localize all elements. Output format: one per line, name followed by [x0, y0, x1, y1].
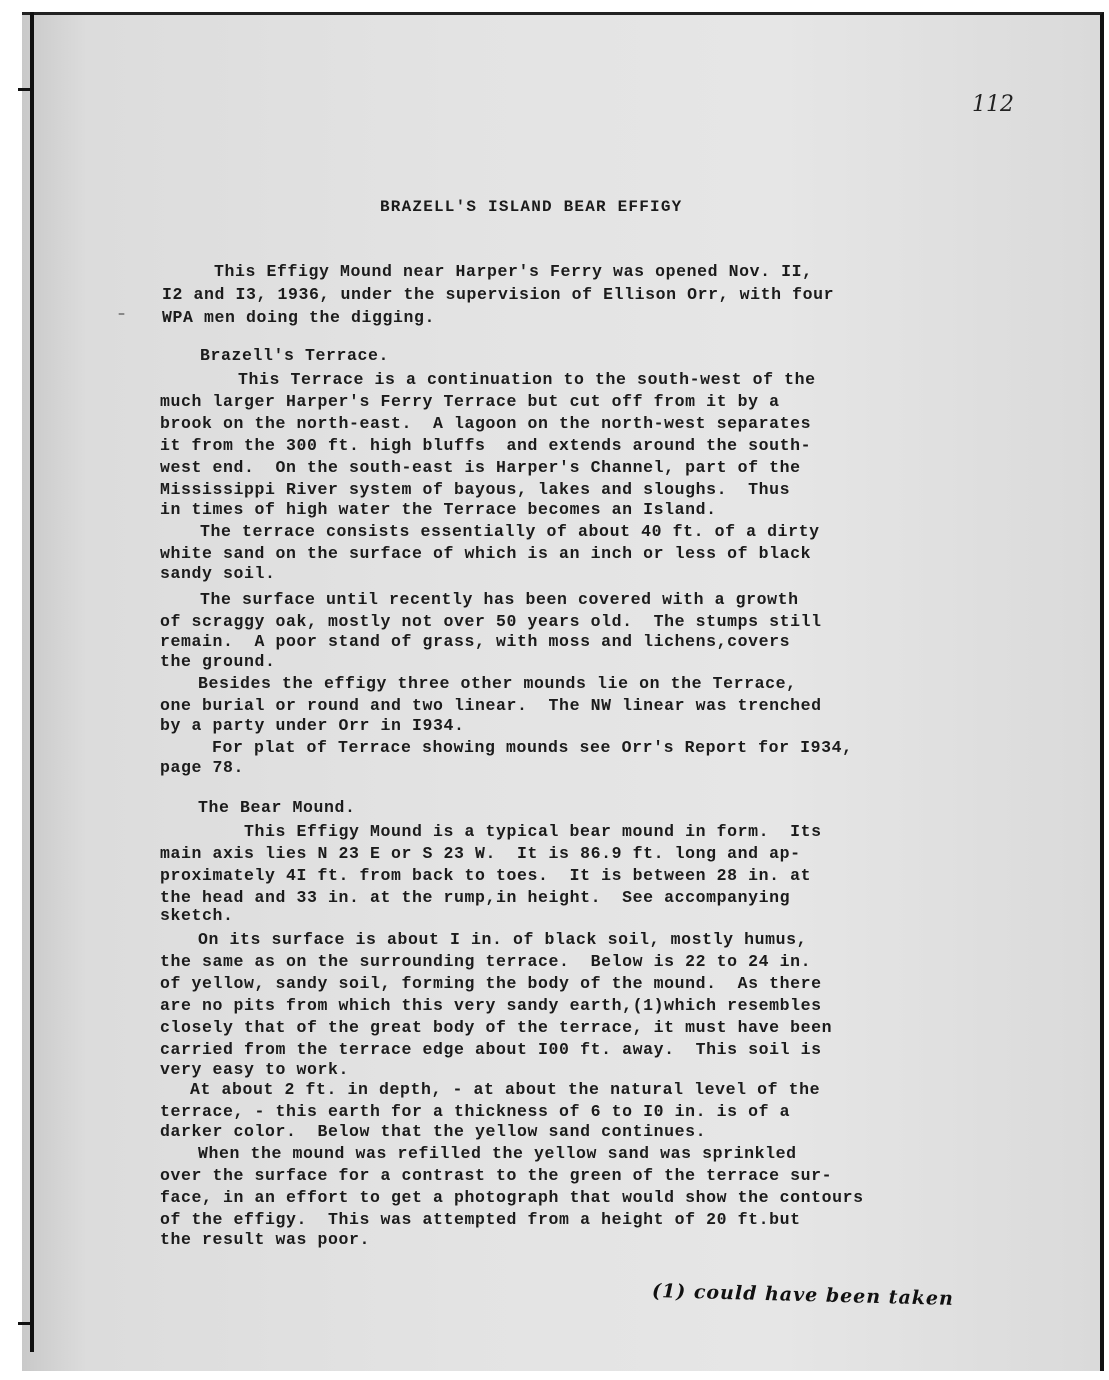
- bear-mound-line: of the effigy. This was attempted from a height of 20 ft.but: [160, 1210, 801, 1229]
- bear-mound-line: are no pits from which this very sandy earth,(1)which resembles: [160, 996, 822, 1015]
- handwritten-footnote: (1) could have been taken: [651, 1280, 955, 1310]
- terrace-line: The surface until recently has been covered with a growth: [200, 590, 799, 609]
- bear-mound-line: This Effigy Mound is a typical bear mound in form. Its: [244, 822, 822, 841]
- terrace-line: it from the 300 ft. high bluffs and extends around the south-: [160, 436, 812, 455]
- bear-mound-line: main axis lies N 23 E or S 23 W. It is 86.9 ft. long and ap-: [160, 844, 801, 863]
- terrace-line: The terrace consists essentially of about 40 ft. of a dirty: [200, 522, 820, 541]
- terrace-line: the ground.: [160, 652, 276, 671]
- bear-mound-line: sketch.: [160, 906, 234, 925]
- terrace-line: Besides the effigy three other mounds lie on the Terrace,: [198, 674, 797, 693]
- terrace-line: in times of high water the Terrace becomes an Island.: [160, 500, 717, 519]
- bear-mound-line: of yellow, sandy soil, forming the body of the mound. As there: [160, 974, 822, 993]
- bear-mound-line: over the surface for a contrast to the green of the terrace sur-: [160, 1166, 833, 1185]
- terrace-line: remain. A poor stand of grass, with moss and lichens,covers: [160, 632, 791, 651]
- margin-dash-mark: –: [118, 306, 125, 322]
- document-title: BRAZELL'S ISLAND BEAR EFFIGY: [380, 198, 683, 216]
- bear-mound-line: the same as on the surrounding terrace. Below is 22 to 24 in.: [160, 952, 812, 971]
- intro-line-2: I2 and I3, 1936, under the supervision of Ellison Orr, with four: [162, 285, 835, 304]
- binding-tick: [18, 1322, 34, 1325]
- terrace-line: west end. On the south-east is Harper's Channel, part of the: [160, 458, 801, 477]
- terrace-line: much larger Harper's Ferry Terrace but cut off from it by a: [160, 392, 780, 411]
- intro-line-3: WPA men doing the digging.: [162, 308, 436, 327]
- bear-mound-line: At about 2 ft. in depth, - at about the natural level of the: [190, 1080, 821, 1099]
- terrace-line: by a party under Orr in I934.: [160, 716, 465, 735]
- terrace-line: of scraggy oak, mostly not over 50 years old. The stumps still: [160, 612, 822, 631]
- bear-mound-line: closely that of the great body of the terrace, it must have been: [160, 1018, 833, 1037]
- bear-mound-line: terrace, - this earth for a thickness of 6 to I0 in. is of a: [160, 1102, 791, 1121]
- terrace-line: This Terrace is a continuation to the south-west of the: [238, 370, 816, 389]
- binding-rule: [30, 12, 34, 1352]
- page-number: 112: [972, 92, 1014, 117]
- terrace-line: brook on the north-east. A lagoon on the north-west separates: [160, 414, 812, 433]
- bear-mound-line: the result was poor.: [160, 1230, 371, 1249]
- terrace-line: page 78.: [160, 758, 245, 777]
- bear-mound-line: proximately 4I ft. from back to toes. It is between 28 in. at: [160, 866, 812, 885]
- terrace-line: For plat of Terrace showing mounds see Orr's Report for I934,: [212, 738, 853, 757]
- intro-line-1: This Effigy Mound near Harper's Ferry was opened Nov. II,: [214, 262, 813, 281]
- bear-mound-line: On its surface is about I in. of black soil, mostly humus,: [198, 930, 808, 949]
- bear-mound-line: very easy to work.: [160, 1060, 350, 1079]
- section-heading-terrace: Brazell's Terrace.: [200, 346, 390, 365]
- terrace-line: Mississippi River system of bayous, lakes and sloughs. Thus: [160, 480, 791, 499]
- terrace-line: sandy soil.: [160, 564, 276, 583]
- bear-mound-line: carried from the terrace edge about I00 ft. away. This soil is: [160, 1040, 822, 1059]
- bear-mound-line: darker color. Below that the yellow sand continues.: [160, 1122, 707, 1141]
- terrace-line: one burial or round and two linear. The NW linear was trenched: [160, 696, 822, 715]
- bear-mound-line: face, in an effort to get a photograph that would show the contours: [160, 1188, 864, 1207]
- bear-mound-line: the head and 33 in. at the rump,in height. See accompanying: [160, 888, 791, 907]
- binding-tick: [18, 88, 34, 91]
- section-heading-bear-mound: The Bear Mound.: [198, 798, 356, 817]
- terrace-line: white sand on the surface of which is an inch or less of black: [160, 544, 812, 563]
- bear-mound-line: When the mound was refilled the yellow sand was sprinkled: [198, 1144, 797, 1163]
